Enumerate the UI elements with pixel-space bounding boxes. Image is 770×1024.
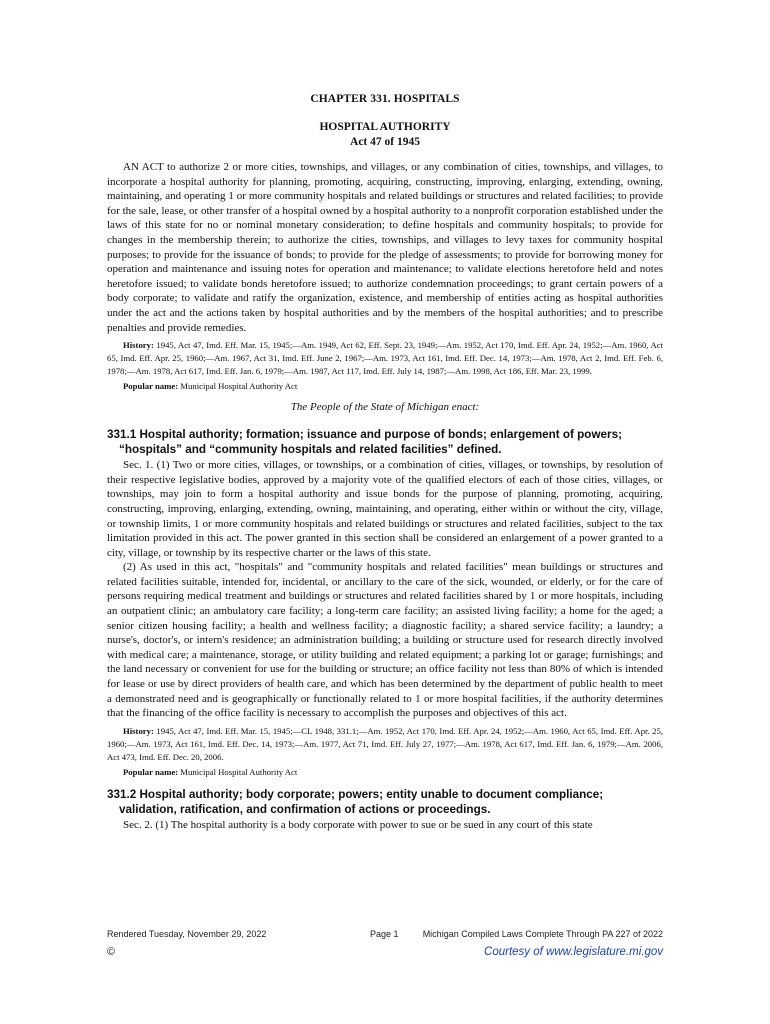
- popular-name-label: Popular name:: [123, 766, 179, 777]
- history-note: [107, 725, 663, 764]
- section-heading-331-1: 331.1 Hospital authority; formation; issuance and purpose of bonds; enlargement of powers; “hospitals” and “community hospitals and related facilities” defined.: [107, 428, 622, 457]
- copyright-symbol: ©: [107, 946, 116, 958]
- history-label: History:: [123, 725, 154, 736]
- compiled-through: Michigan Compiled Laws Complete Through PA 227 of 2022: [422, 929, 663, 939]
- popular-name-text: Municipal Hospital Authority Act: [180, 766, 298, 777]
- courtesy-link[interactable]: Courtesy of www.legislature.mi.gov: [484, 946, 663, 958]
- act-number: Act 47 of 1945: [350, 136, 420, 148]
- popular-name-label: Popular name:: [123, 381, 179, 392]
- page-number: Page 1: [370, 929, 399, 939]
- history-label: History:: [123, 340, 154, 351]
- section-heading-331-2: 331.2 Hospital authority; body corporate; powers; entity unable to document compliance; validation, ratification, and confirmation of actions or proceedings.: [107, 787, 604, 816]
- document-body: [107, 93, 663, 832]
- section-331-1-paragraph-2: (2) As used in this act, "hospitals" and "community hospitals and related facilities" mean buildings or structures and related facilities suitable, intended for, incidental, or ancillary to the care of the sick, wounded, or elderly, or for the care of persons requiring medical treatment and buildings or structures and related facilities shared by 1 or more hospitals, including an outpatient clinic; an ambulatory care facility; a long-term care facility; an assisted living facility; a home for the aged; a senior citizen housing facility; a health and wellness facility; a diagnostic facility; a shared service facility; a laundry; a nurse's, doctor's, or intern's residence; an administration building; a building or structure used for research directly involved with medical care; a maintenance, storage, or utility building and related equipment; a parking lot or garage; furnishings; and the land necessary or convenient for use for the building or structure; an office facility not less than 80% of which is intended for lease or use by direct providers of health care, and which has been determined by the department of public health to meet a demonstrated need and is geographically or functionally related to 1 or more hospital facilities, if the authority determines that the financing of the office facility is necessary to accomplish the purposes and objectives of this act.: [107, 561, 663, 720]
- history-text: 1945, Act 47, Imd. Eff. Mar. 15, 1945;—CL 1948, 331.1;—Am. 1952, Act 170, Imd. Eff. Apr. 24, 1952;—Am. 1960, Act 65, Imd. Eff. Apr. 25, 1960;—Am. 1973, Act 161, Imd. Eff. Dec. 14, 1973;—Am. 1977, Act 71, Imd. Eff. July 27, 1977;—Am. 1978, Act 617, Imd. Eff. Jan. 6, 1979;—Am. 2006, Act 473, Imd. Eff. Dec. 20, 2006.: [107, 725, 664, 762]
- popular-name-note: [107, 380, 663, 393]
- popular-name-text: Municipal Hospital Authority Act: [180, 381, 298, 392]
- act-preamble: AN ACT to authorize 2 or more cities, townships, and villages, or any combination of cities, townships, and villages, to incorporate a hospital authority for planning, promoting, acquiring, constructing, improving, enlarging, extending, owning, maintaining, and operating 1 or more community hospitals and related buildings or structures and related facilities; to provide for the sale, lease, or other transfer of a hospital owned by a hospital authority to a nonprofit corporation established under the laws of this state for no or nominal monetary consideration; to define hospitals and community hospitals; to provide for changes in the membership therein; to authorize the cities, townships, and villages to levy taxes for community hospital purposes; to provide for the issuance of bonds; to provide for the pledge of assessments; to provide for borrowing money for operation and maintenance and issuing notes for operation and maintenance; to validate elections heretofore held and notes heretofore issued; to validate bonds heretofore issued; to authorize condemnation proceedings; to grant certain powers of a body corporate; to validate and ratify the organization, existence, and membership of entities acting as hospital authorities under the act and the actions taken by hospital authorities and by the members of the hospital authorities; and to prescribe penalties and provide remedies.: [107, 161, 663, 334]
- chapter-title: CHAPTER 331. HOSPITALS: [310, 93, 460, 105]
- act-title: HOSPITAL AUTHORITY: [319, 121, 451, 133]
- popular-name-note: [107, 766, 663, 779]
- rendered-date: Rendered Tuesday, November 29, 2022: [107, 929, 267, 939]
- section-331-2-paragraph-1: Sec. 2. (1) The hospital authority is a body corporate with power to sue or be sued in any court of this state: [123, 818, 593, 831]
- history-text: 1945, Act 47, Imd. Eff. Mar. 15, 1945;—Am. 1949, Act 62, Eff. Sept. 23, 1949;—Am. 1952, Act 170, Imd. Eff. Apr. 24, 1952;—Am. 1960, Act 65, Imd. Eff. Apr. 25, 1960;—Am. 1967, Act 31, Imd. Eff. June 2, 1967;—Am. 1973, Act 161, Imd. Eff. Dec. 14, 1973;—Am. 1978, Act 2, Imd. Eff. Feb. 6, 1978;—Am. 1978, Act 617, Imd. Eff. Jan. 6, 1979;—Am. 1987, Act 117, Imd. Eff. July 14, 1987;—Am. 1998, Act 186, Eff. Mar. 23, 1999.: [107, 340, 664, 377]
- history-note: [107, 339, 663, 378]
- enacting-clause: The People of the State of Michigan enact:: [290, 401, 480, 414]
- page-footer: [107, 929, 663, 962]
- section-331-1-paragraph-1: Sec. 1. (1) Two or more cities, villages, or townships, or a combination of cities, villages, or townships, by resolution of their respective legislative bodies, approved by a majority vote of the qualified electors of each of those cities, villages, or townships, may join to form a hospital authority and issue bonds for the purpose of planning, promoting, acquiring, constructing, improving, enlarging, extending, owning, maintaining, and operating, either within or without the city, village, or township limits, 1 or more community hospitals and related buildings or structures and related facilities, subject to the tax limitation provided in this act. The power granted in this section shall be considered an enlargement of a power granted to a city, village, or township by its respective charter or the laws of this state.: [107, 459, 663, 559]
